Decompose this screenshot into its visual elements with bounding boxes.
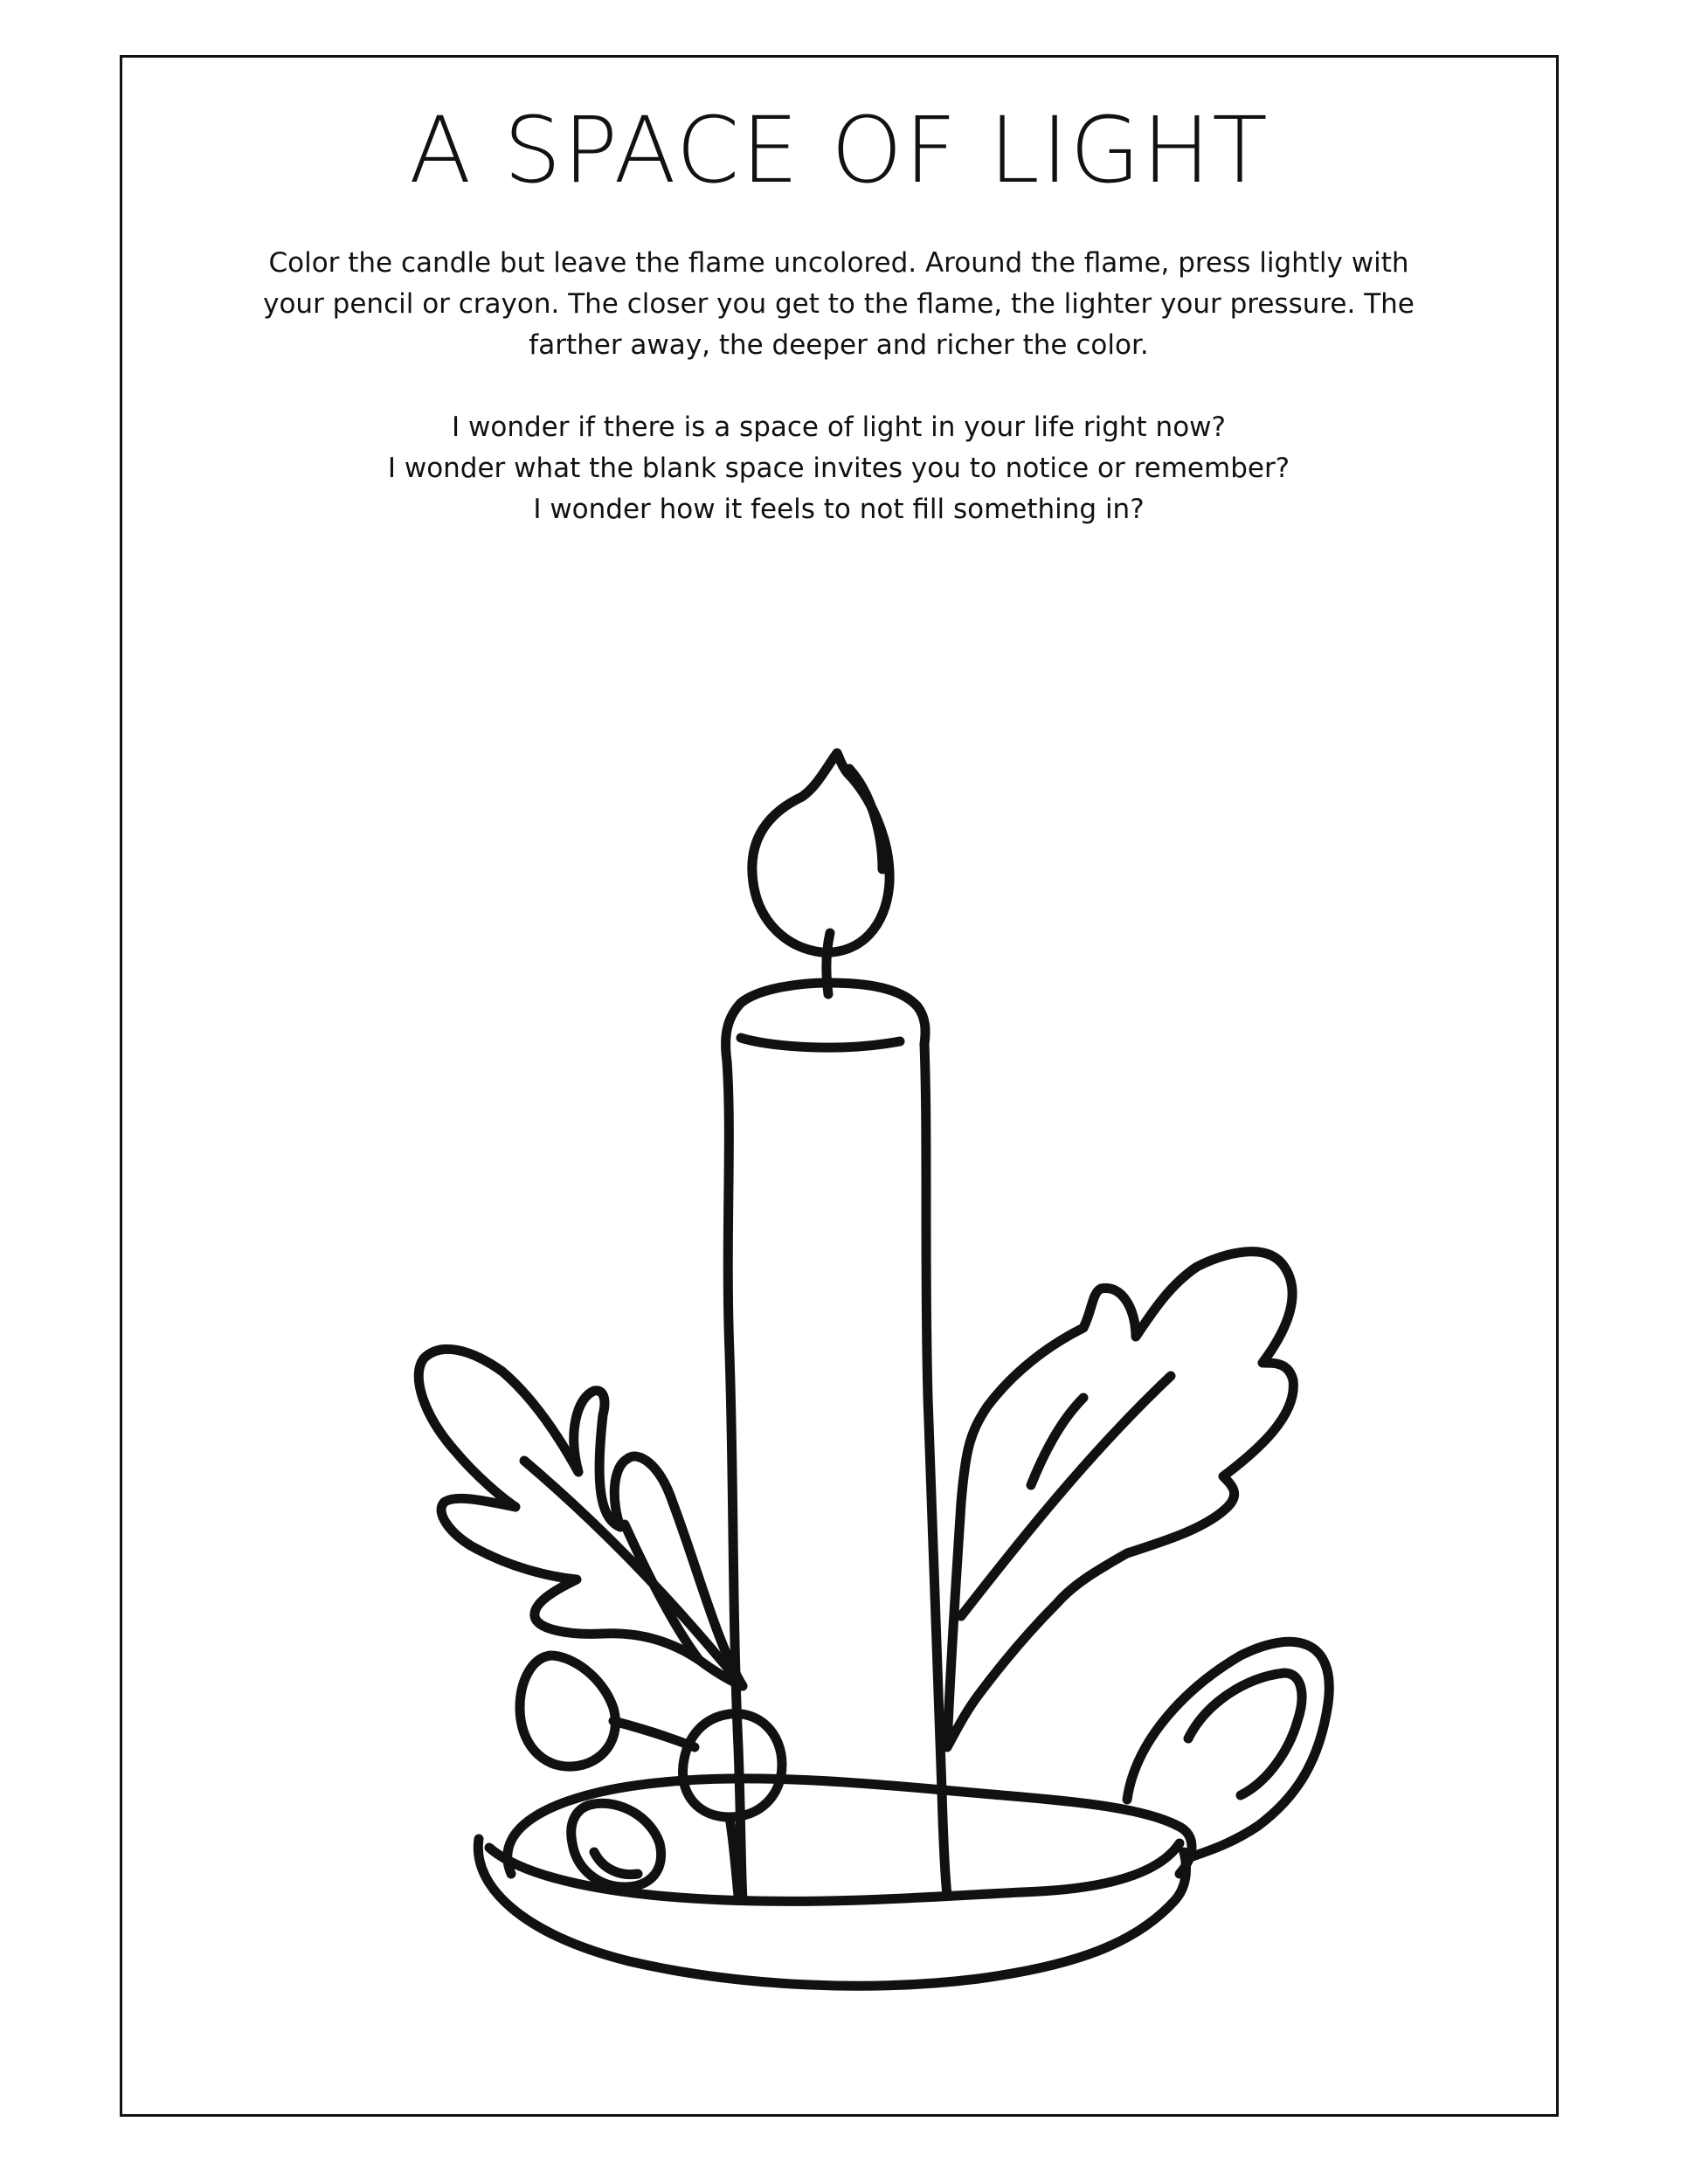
page-title: A SPACE OF LIGHT <box>409 97 1269 204</box>
saucer-base <box>478 1839 1186 1986</box>
berry-bottom-inner <box>594 1852 638 1875</box>
berry-left <box>520 1655 615 1766</box>
berry-center <box>683 1714 782 1817</box>
flame <box>752 753 889 952</box>
question-3: I wonder how it feels to not fill something in? <box>533 494 1145 525</box>
instructions-text: Color the candle but leave the flame uncolored. Around the flame, press lightly with your pencil or crayon. The closer you get to the flame, the lighter your pressure. The farther away, the deeper and richer the color. <box>263 247 1415 361</box>
question-1: I wonder if there is a space of light in your life right now? <box>452 411 1226 443</box>
candle-top-ellipse <box>741 1038 900 1047</box>
berry-stem-left <box>613 1721 695 1747</box>
candle-right-side <box>924 1044 947 1896</box>
saucer-handle-inner <box>1188 1673 1302 1795</box>
candle-left-side <box>726 1003 743 1900</box>
question-2: I wonder what the blank space invites you to notice or remember? <box>387 453 1290 484</box>
candle-top <box>741 983 925 1044</box>
saucer-rim <box>508 1779 1192 1874</box>
right-leaf <box>947 1252 1293 1747</box>
